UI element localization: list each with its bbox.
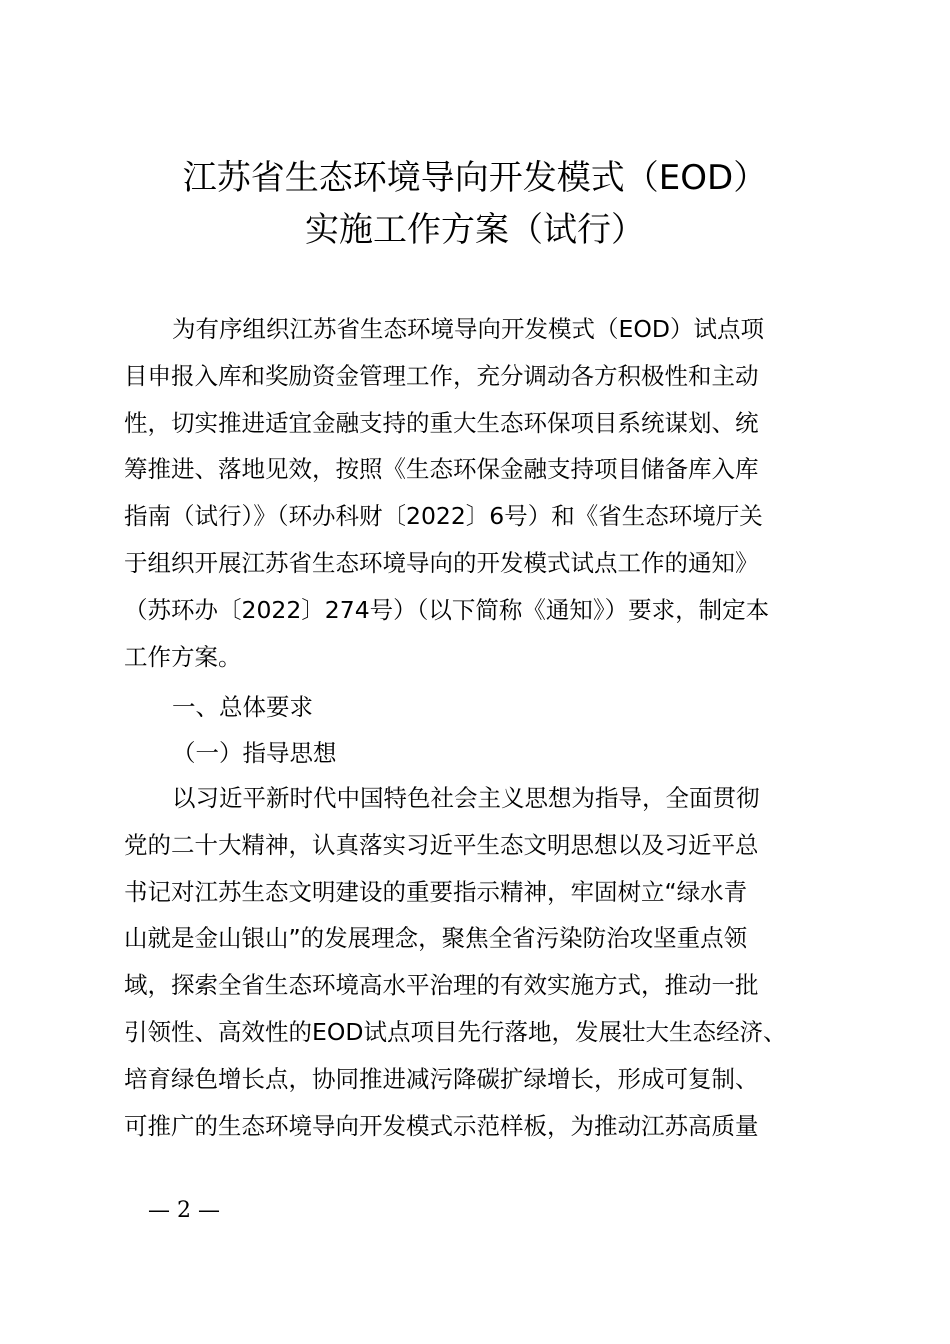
paragraph-line: 引领性、高效性的EOD试点项目先行落地，发展壮大生态经济、 bbox=[124, 1017, 787, 1046]
paragraph-line: 筹推进、落地见效，按照《生态环保金融支持项目储备库入库 bbox=[124, 455, 759, 484]
subsection-heading: （一）指导思想 bbox=[172, 738, 337, 767]
paragraph-line: 培育绿色增长点，协同推进减污降碳扩绿增长，形成可复制、 bbox=[124, 1064, 759, 1093]
paragraph-line: 性，切实推进适宜金融支持的重大生态环保项目系统谋划、统 bbox=[124, 408, 759, 437]
document-title-line-1: 江苏省生态环境导向开发模式（EOD） bbox=[182, 158, 768, 198]
section-headings bbox=[124, 684, 832, 775]
page-number: — 2 — bbox=[148, 1198, 220, 1223]
paragraph-line: 山就是金山银山”的发展理念，聚焦全省污染防治攻坚重点领 bbox=[124, 924, 748, 953]
paragraph-line: 域，探索全省生态环境高水平治理的有效实施方式，推动一批 bbox=[124, 971, 759, 1000]
paragraph-line: 于组织开展江苏省生态环境导向的开发模式试点工作的通知》 bbox=[124, 548, 759, 577]
paragraph-line: 书记对江苏生态文明建设的重要指示精神，牢固树立“绿水青 bbox=[124, 877, 748, 906]
intro-paragraph bbox=[124, 306, 832, 680]
guiding-thought-paragraph bbox=[124, 775, 832, 1149]
paragraph-line: 工作方案。 bbox=[124, 642, 242, 671]
section-heading: 一、总体要求 bbox=[172, 693, 313, 721]
paragraph-line: 指南（试行）》（环办科财〔2022〕6号）和《省生态环境厅关 bbox=[124, 502, 763, 531]
paragraph-line: 目申报入库和奖励资金管理工作，充分调动各方积极性和主动 bbox=[124, 361, 759, 390]
paragraph-line: 为有序组织江苏省生态环境导向开发模式（EOD）试点项 bbox=[172, 315, 764, 343]
paragraph-line: 党的二十大精神，认真落实习近平生态文明思想以及习近平总 bbox=[124, 830, 759, 859]
document-title-line-2: 实施工作方案（试行） bbox=[305, 210, 645, 250]
paragraph-line: 可推广的生态环境导向开发模式示范样板，为推动江苏高质量 bbox=[124, 1111, 759, 1140]
paragraph-line: （苏环办〔2022〕274号）（以下简称《通知》）要求，制定本 bbox=[124, 595, 770, 624]
paragraph-line: 以习近平新时代中国特色社会主义思想为指导，全面贯彻 bbox=[172, 784, 760, 812]
